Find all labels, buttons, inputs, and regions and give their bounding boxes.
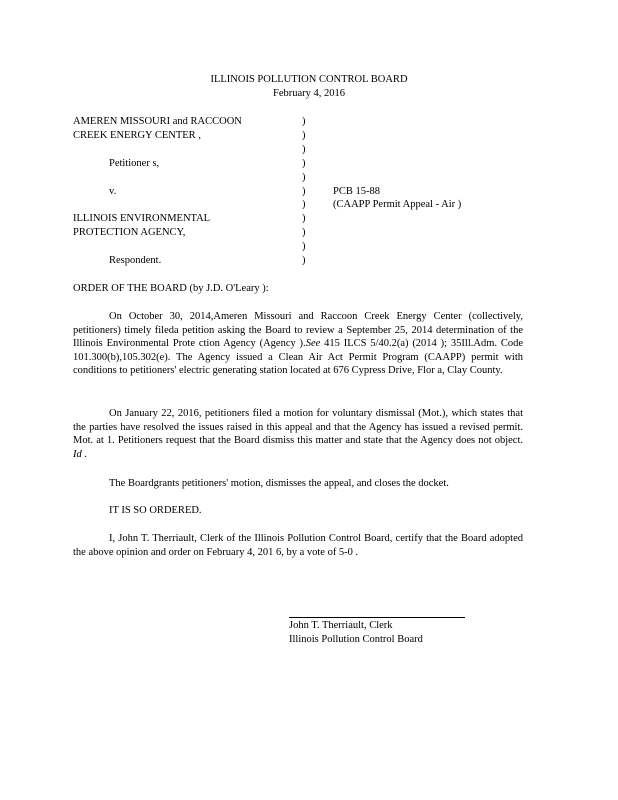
caption-paren: ) bbox=[302, 213, 306, 224]
caption-paren: ) bbox=[302, 241, 306, 252]
versus-label: v. bbox=[109, 186, 117, 197]
paragraph-motion bbox=[73, 407, 523, 461]
caption-paren: ) bbox=[302, 255, 306, 266]
paragraph-background bbox=[73, 310, 523, 378]
petitioner-role: Petitioner s, bbox=[109, 158, 160, 169]
respondent-name-line1: ILLINOIS ENVIRONMENTAL bbox=[73, 213, 211, 224]
caption-paren: ) bbox=[302, 158, 306, 169]
caption-paren: ) bbox=[302, 144, 306, 155]
respondent-role: Respondent. bbox=[109, 255, 162, 266]
case-type: (CAAPP Permit Appeal - Air ) bbox=[333, 199, 462, 210]
document-title: ILLINOIS POLLUTION CONTROL BOARD bbox=[210, 74, 408, 85]
signature-line bbox=[289, 617, 465, 618]
paragraph-text: . bbox=[81, 448, 87, 460]
citation-signal: See bbox=[305, 338, 321, 349]
caption-paren: ) bbox=[302, 199, 306, 210]
paragraph-certification: I, John T. Therriault, Clerk of the Illinois Pollution Control Board, certify that the Board adopted the above opinion and order on February 4, 201 6, by a vote of 5-0 . bbox=[73, 533, 523, 558]
caption-paren: ) bbox=[302, 227, 306, 238]
paragraph-ordered: IT IS SO ORDERED. bbox=[109, 505, 202, 516]
respondent-name-line2: PROTECTION AGENCY, bbox=[73, 227, 186, 238]
paragraph-ruling: The Boardgrants petitioners' motion, dismisses the appeal, and closes the docket. bbox=[109, 478, 449, 489]
petitioner-name-line2: CREEK ENERGY CENTER , bbox=[73, 130, 201, 141]
paragraph-text: 415 ILCS 5/40.2(a) (2014 ); 35Ill.Adm. Code 101.300(b),105.302(e). The Agency issued a Clean Air Act Permit Program (CAAPP) permit with conditions to petitioners' electric generating station located at 676 Cypress Drive, Flor a, Clay County. bbox=[73, 338, 523, 376]
document-date: February 4, 2016 bbox=[272, 88, 346, 99]
caption-paren: ) bbox=[302, 186, 306, 197]
paragraph-text: On October 30, 2014,Ameren Missouri and Raccoon Creek Energy Center (collectively, petitioners) timely fileda petition asking the Board to review a September 25, 2014 determination of the Illinois Environmental Prote ction Agency (Agency ). bbox=[73, 311, 523, 349]
citation-signal: Id bbox=[73, 448, 82, 460]
case-number: PCB 15-88 bbox=[333, 186, 380, 197]
caption-paren: ) bbox=[302, 172, 306, 183]
caption-paren: ) bbox=[302, 130, 306, 141]
signer-title: Illinois Pollution Control Board bbox=[289, 634, 423, 645]
signer-name: John T. Therriault, Clerk bbox=[289, 620, 393, 631]
petitioner-name-line1: AMEREN MISSOURI and RACCOON bbox=[73, 116, 242, 127]
order-heading: ORDER OF THE BOARD (by J.D. O'Leary ): bbox=[73, 283, 269, 294]
paragraph-text: On January 22, 2016, petitioners filed a motion for voluntary dismissal (Mot.), which states that the parties have resolved the issues raised in this appeal and that the Agency has issued a revised permit. Mot. at 1. Petitioners request that the Board dismiss this matter and state that the Agency does not object. bbox=[73, 408, 523, 446]
caption-paren: ) bbox=[302, 116, 306, 127]
